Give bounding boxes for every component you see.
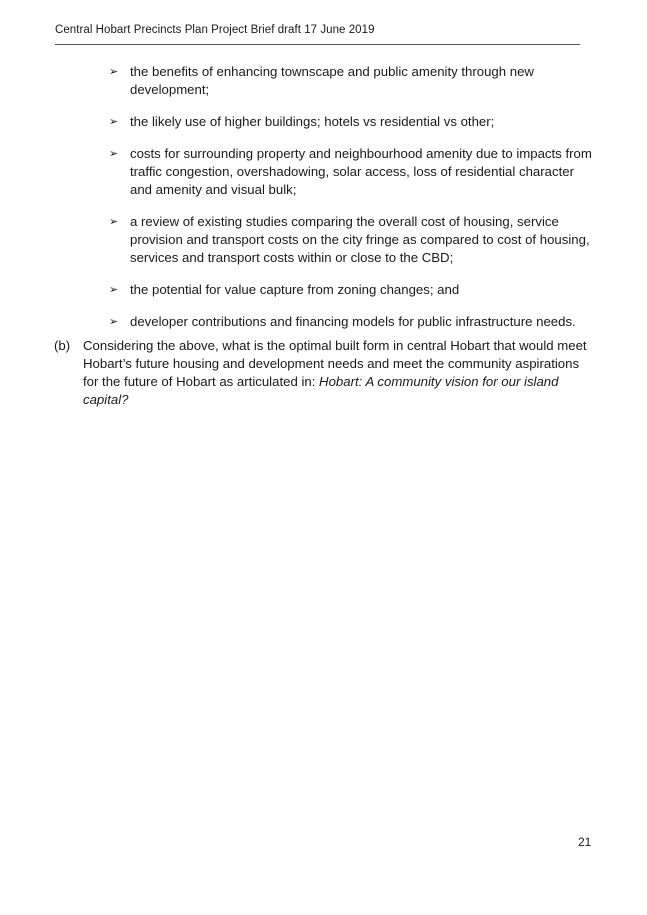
list-item	[109, 313, 594, 331]
list-item	[109, 113, 594, 131]
list-item-text: the benefits of enhancing townscape and public amenity through new development;	[130, 64, 534, 97]
bullet-list	[109, 63, 594, 345]
list-item	[109, 213, 594, 267]
arrowhead-bullet-icon: ➢	[109, 66, 119, 78]
list-item-text: the likely use of higher buildings; hotels vs residential vs other;	[130, 114, 495, 129]
document-title-reference: Hobart: A community vision for our island capital?	[83, 374, 559, 407]
paragraph-body: Considering the above, what is the optimal built form in central Hobart that would meet Hobart’s future housing and development needs and meet the community aspirations for the future of Hobart as articulated in:	[83, 338, 587, 389]
list-item-text: the potential for value capture from zoning changes; and	[130, 282, 460, 297]
list-item	[109, 281, 594, 299]
list-item-text: costs for surrounding property and neighbourhood amenity due to impacts from traffic congestion, overshadowing, solar access, loss of residential character and amenity and visual bulk;	[130, 146, 592, 197]
arrowhead-bullet-icon: ➢	[109, 316, 119, 328]
list-item-text: developer contributions and financing models for public infrastructure needs.	[130, 314, 576, 329]
list-item	[109, 145, 594, 199]
page-number: 21	[578, 835, 592, 849]
header-divider	[55, 44, 580, 45]
paragraph-b	[54, 337, 594, 409]
list-item	[109, 63, 594, 99]
list-item-text: a review of existing studies comparing the overall cost of housing, service provision and transport costs on the city fringe as compared to cost of housing, services and transport costs within or close to the CBD;	[130, 214, 590, 265]
paragraph-text	[83, 337, 594, 409]
paragraph-label: (b)	[54, 338, 71, 353]
arrowhead-bullet-icon: ➢	[109, 216, 119, 228]
arrowhead-bullet-icon: ➢	[109, 148, 119, 160]
arrowhead-bullet-icon: ➢	[109, 284, 119, 296]
document-header: Central Hobart Precincts Plan Project Brief draft 17 June 2019	[55, 24, 375, 36]
arrowhead-bullet-icon: ➢	[109, 116, 119, 128]
